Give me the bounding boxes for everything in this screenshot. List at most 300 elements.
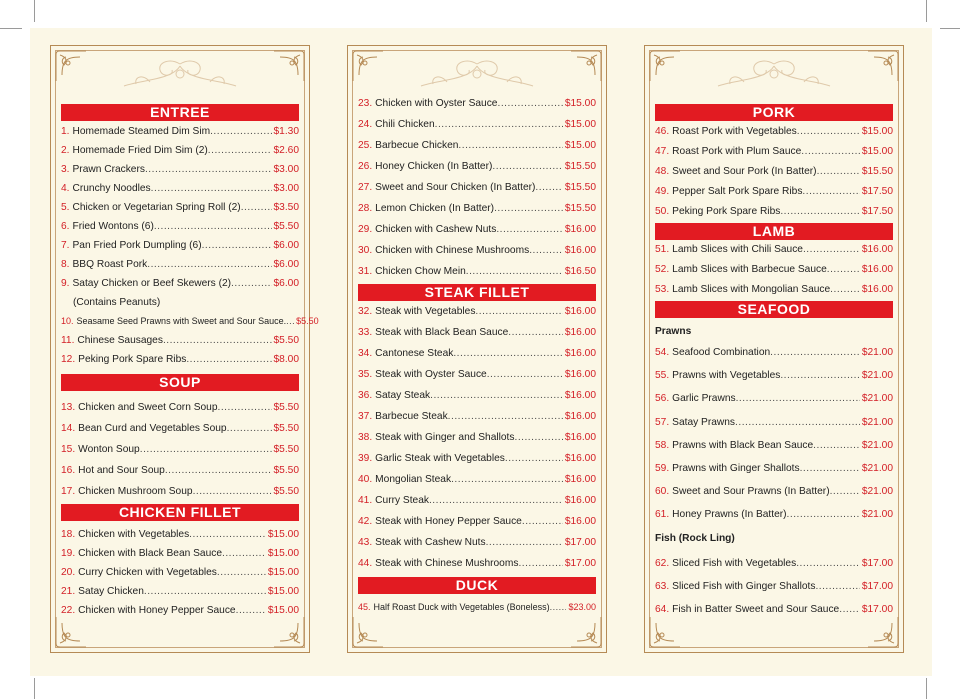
item-price: $6.00 bbox=[273, 259, 299, 270]
item-price: $17.50 bbox=[861, 186, 893, 197]
item-price: $16.00 bbox=[564, 390, 596, 401]
item-number: 56. bbox=[655, 393, 670, 405]
menu-item bbox=[358, 452, 596, 465]
dot-leader bbox=[813, 439, 860, 452]
item-price: $17.00 bbox=[861, 604, 893, 615]
item-price: $5.50 bbox=[273, 444, 299, 455]
menu-panel-3 bbox=[644, 45, 904, 653]
item-name: Crunchy Noodles bbox=[72, 183, 151, 194]
menu-item bbox=[655, 283, 893, 296]
item-name: Barbecue Steak bbox=[375, 411, 448, 422]
menu-item bbox=[61, 528, 299, 541]
item-price: $17.00 bbox=[861, 558, 893, 569]
menu-item bbox=[655, 145, 893, 158]
dot-leader bbox=[458, 139, 562, 152]
item-price: $15.00 bbox=[861, 126, 893, 137]
menu-item bbox=[655, 580, 893, 593]
dot-leader bbox=[154, 220, 272, 233]
item-number: 32. bbox=[358, 306, 373, 317]
dot-leader bbox=[830, 485, 860, 498]
menu-item bbox=[655, 485, 893, 498]
item-price: $15.00 bbox=[564, 140, 596, 151]
item-note: (Contains Peanuts) bbox=[73, 297, 161, 308]
item-number: 63. bbox=[655, 581, 670, 592]
item-number: 4. bbox=[61, 183, 70, 194]
corner-ornament bbox=[866, 49, 900, 83]
item-name: Pan Fried Pork Dumpling (6) bbox=[72, 240, 202, 251]
menu-item bbox=[655, 557, 893, 570]
item-number: 25. bbox=[358, 140, 373, 151]
item-price: $17.50 bbox=[861, 206, 893, 217]
item-price: $8.00 bbox=[273, 354, 299, 365]
item-number: 31. bbox=[358, 266, 373, 277]
floral-ornament bbox=[407, 56, 547, 96]
item-price: $16.00 bbox=[564, 306, 596, 317]
dot-leader bbox=[140, 443, 272, 456]
dot-leader bbox=[286, 315, 294, 328]
dot-leader bbox=[430, 389, 563, 402]
dot-leader bbox=[222, 547, 266, 560]
item-price: $16.00 bbox=[861, 264, 893, 275]
item-name: Chicken Chow Mein bbox=[375, 266, 466, 277]
corner-ornament bbox=[54, 49, 88, 83]
dot-leader bbox=[797, 125, 860, 138]
crop-mark bbox=[0, 28, 22, 29]
item-name: Steak with Ginger and Shallots bbox=[375, 432, 515, 443]
section-header: STEAK FILLET bbox=[358, 284, 596, 301]
item-name: Sweet and Sour Pork (In Batter) bbox=[672, 166, 817, 177]
item-name: Chinese Sausages bbox=[77, 335, 163, 346]
item-price: $16.00 bbox=[564, 224, 596, 235]
section-subheading: Prawns bbox=[655, 326, 692, 337]
dot-leader bbox=[236, 604, 266, 617]
dot-leader bbox=[217, 401, 271, 414]
corner-ornament bbox=[648, 615, 682, 649]
dot-leader bbox=[451, 473, 563, 486]
corner-ornament bbox=[569, 615, 603, 649]
dot-leader bbox=[448, 410, 563, 423]
menu-item bbox=[358, 557, 596, 570]
menu-item bbox=[61, 144, 299, 157]
item-number: 9. bbox=[61, 278, 70, 289]
menu-item bbox=[655, 165, 893, 178]
menu-item bbox=[655, 243, 893, 256]
item-number: 10. bbox=[61, 316, 74, 326]
item-number: 61. bbox=[655, 509, 670, 521]
item-name: Lemon Chicken (In Batter) bbox=[375, 203, 495, 214]
item-price: $6.00 bbox=[273, 278, 299, 289]
item-name: Lamb Slices with Mongolian Sauce bbox=[672, 284, 831, 295]
dot-leader bbox=[796, 557, 860, 570]
item-price: $15.00 bbox=[267, 529, 299, 540]
item-price: $21.00 bbox=[861, 509, 893, 521]
menu-item bbox=[61, 353, 299, 366]
item-name: Pepper Salt Pork Spare Ribs bbox=[672, 186, 803, 197]
menu-item bbox=[61, 220, 299, 233]
item-number: 22. bbox=[61, 605, 76, 616]
item-price: $16.00 bbox=[564, 369, 596, 380]
menu-item bbox=[358, 368, 596, 381]
item-name: Roast Pork with Vegetables bbox=[672, 126, 797, 137]
item-number: 5. bbox=[61, 202, 70, 213]
item-price: $16.00 bbox=[564, 327, 596, 338]
corner-ornament bbox=[351, 49, 385, 83]
item-number: 64. bbox=[655, 604, 670, 615]
menu-item bbox=[655, 462, 893, 475]
item-number: 3. bbox=[61, 164, 70, 175]
menu-item bbox=[655, 439, 893, 452]
menu-item bbox=[358, 389, 596, 402]
item-name: Roast Pork with Plum Sauce bbox=[672, 146, 802, 157]
item-name: Prawns with Vegetables bbox=[672, 370, 781, 382]
dot-leader bbox=[429, 494, 563, 507]
menu-item bbox=[358, 305, 596, 318]
menu-item bbox=[61, 566, 299, 579]
item-number: 24. bbox=[358, 119, 373, 130]
dot-leader bbox=[522, 515, 563, 528]
corner-ornament bbox=[569, 49, 603, 83]
dot-leader bbox=[535, 181, 562, 194]
menu-item bbox=[358, 431, 596, 444]
item-price: $5.50 bbox=[296, 316, 319, 326]
menu-item bbox=[61, 422, 299, 435]
dot-leader bbox=[151, 182, 272, 195]
dot-leader bbox=[518, 557, 562, 570]
section-header: PORK bbox=[655, 104, 893, 121]
crop-mark bbox=[940, 28, 960, 29]
dot-leader bbox=[492, 160, 562, 173]
item-price: $15.00 bbox=[564, 119, 596, 130]
item-name: Cantonese Steak bbox=[375, 348, 454, 359]
menu-item bbox=[655, 205, 893, 218]
item-name: Hot and Sour Soup bbox=[78, 465, 165, 476]
item-name: Chicken with Honey Pepper Sauce bbox=[78, 605, 236, 616]
item-number: 46. bbox=[655, 126, 670, 137]
item-price: $15.00 bbox=[267, 586, 299, 597]
item-price: $21.00 bbox=[861, 463, 893, 474]
item-price: $15.00 bbox=[267, 548, 299, 559]
dot-leader bbox=[163, 334, 272, 347]
section-header: ENTREE bbox=[61, 104, 299, 121]
dot-leader bbox=[800, 462, 860, 475]
item-number: 52. bbox=[655, 264, 670, 275]
item-number: 34. bbox=[358, 348, 373, 359]
dot-leader bbox=[529, 244, 563, 257]
crop-mark bbox=[926, 0, 927, 22]
item-name: Steak with Cashew Nuts bbox=[375, 537, 486, 548]
dot-leader bbox=[487, 368, 563, 381]
item-number: 62. bbox=[655, 558, 670, 569]
item-price: $5.50 bbox=[273, 335, 299, 346]
item-name: Bean Curd and Vegetables Soup bbox=[78, 423, 227, 434]
item-price: $21.00 bbox=[861, 393, 893, 405]
dot-leader bbox=[241, 201, 272, 214]
item-number: 36. bbox=[358, 390, 373, 401]
item-number: 48. bbox=[655, 166, 670, 177]
menu-item bbox=[358, 160, 596, 173]
menu-item bbox=[358, 244, 596, 257]
dot-leader bbox=[736, 392, 860, 405]
menu-item bbox=[655, 508, 893, 521]
item-name: Garlic Steak with Vegetables bbox=[375, 453, 505, 464]
dot-leader bbox=[147, 258, 271, 271]
corner-ornament bbox=[866, 615, 900, 649]
dot-leader bbox=[817, 165, 860, 178]
item-name: Lamb Slices with Chili Sauce bbox=[672, 244, 803, 255]
dot-leader bbox=[186, 353, 271, 366]
dot-leader bbox=[780, 369, 859, 382]
item-number: 15. bbox=[61, 444, 76, 455]
menu-item bbox=[61, 182, 299, 195]
menu-item bbox=[358, 97, 596, 110]
menu-item bbox=[61, 239, 299, 252]
menu-item bbox=[61, 485, 299, 498]
dot-leader bbox=[217, 566, 266, 579]
item-name: Sliced Fish with Vegetables bbox=[672, 558, 797, 569]
menu-item bbox=[358, 326, 596, 339]
item-price: $15.50 bbox=[564, 161, 596, 172]
item-price: $21.00 bbox=[861, 370, 893, 382]
menu-item bbox=[358, 139, 596, 152]
dot-leader bbox=[210, 125, 271, 138]
item-name: Chili Chicken bbox=[375, 119, 435, 130]
item-name: Curry Steak bbox=[375, 495, 429, 506]
menu-item bbox=[61, 125, 299, 138]
section-header: SEAFOOD bbox=[655, 301, 893, 318]
item-name: Curry Chicken with Vegetables bbox=[78, 567, 217, 578]
item-price: $23.00 bbox=[568, 602, 596, 612]
item-name: Peking Pork Spare Ribs bbox=[672, 206, 781, 217]
item-number: 17. bbox=[61, 486, 76, 497]
item-name: Prawns with Ginger Shallots bbox=[672, 463, 800, 474]
dot-leader bbox=[193, 485, 272, 498]
menu-item bbox=[61, 334, 299, 347]
item-price: $16.00 bbox=[564, 348, 596, 359]
menu-panel-2 bbox=[347, 45, 607, 653]
item-name: Homemade Steamed Dim Sim bbox=[72, 126, 211, 137]
corner-ornament bbox=[272, 615, 306, 649]
item-number: 6. bbox=[61, 221, 70, 232]
item-number: 53. bbox=[655, 284, 670, 295]
item-name: Seafood Combination bbox=[672, 347, 771, 358]
item-name: Chicken and Sweet Corn Soup bbox=[78, 402, 218, 413]
dot-leader bbox=[497, 97, 562, 110]
item-price: $3.00 bbox=[273, 183, 299, 194]
section-header: CHICKEN FILLET bbox=[61, 504, 299, 521]
item-name: BBQ Roast Pork bbox=[72, 259, 148, 270]
dot-leader bbox=[803, 243, 860, 256]
item-price: $15.00 bbox=[267, 567, 299, 578]
item-price: $16.00 bbox=[564, 474, 596, 485]
menu-item bbox=[358, 181, 596, 194]
floral-ornament bbox=[704, 56, 844, 96]
item-name: Steak with Vegetables bbox=[375, 306, 476, 317]
item-name: Sweet and Sour Chicken (In Batter) bbox=[375, 182, 536, 193]
item-number: 44. bbox=[358, 558, 373, 569]
corner-ornament bbox=[648, 49, 682, 83]
menu-item bbox=[358, 410, 596, 423]
menu-item bbox=[655, 263, 893, 276]
item-price: $5.50 bbox=[273, 423, 299, 434]
item-name: Chicken or Vegetarian Spring Roll (2) bbox=[72, 202, 241, 213]
dot-leader bbox=[508, 326, 563, 339]
menu-item bbox=[358, 494, 596, 507]
dot-leader bbox=[144, 585, 266, 598]
crop-mark bbox=[926, 678, 927, 699]
item-price: $5.50 bbox=[273, 402, 299, 413]
dot-leader bbox=[202, 239, 272, 252]
item-name: Honey Prawns (In Batter) bbox=[672, 509, 787, 521]
menu-item bbox=[61, 277, 299, 290]
item-price: $16.00 bbox=[564, 453, 596, 464]
item-price: $5.50 bbox=[273, 486, 299, 497]
item-name: Chicken with Black Bean Sauce bbox=[78, 548, 223, 559]
item-name: Peking Pork Spare Ribs bbox=[78, 354, 187, 365]
item-number: 55. bbox=[655, 370, 670, 382]
item-name: Satay Chicken or Beef Skewers (2) bbox=[72, 278, 232, 289]
item-price: $5.50 bbox=[273, 221, 299, 232]
dot-leader bbox=[827, 263, 860, 276]
item-name: Barbecue Chicken bbox=[375, 140, 459, 151]
item-number: 40. bbox=[358, 474, 373, 485]
item-number: 7. bbox=[61, 240, 70, 251]
item-name: Chicken with Cashew Nuts bbox=[375, 224, 497, 235]
item-name: Steak with Oyster Sauce bbox=[375, 369, 487, 380]
menu-item bbox=[61, 604, 299, 617]
menu-item bbox=[61, 201, 299, 214]
item-name: Satay Chicken bbox=[78, 586, 144, 597]
item-number: 37. bbox=[358, 411, 373, 422]
dot-leader bbox=[514, 431, 562, 444]
item-number: 41. bbox=[358, 495, 373, 506]
menu-item bbox=[61, 258, 299, 271]
section-subheading: Fish (Rock Ling) bbox=[655, 533, 735, 544]
item-number: 2. bbox=[61, 145, 70, 156]
item-number: 11. bbox=[61, 335, 75, 346]
item-number: 14. bbox=[61, 423, 76, 434]
item-number: 8. bbox=[61, 259, 70, 270]
dot-leader bbox=[801, 145, 860, 158]
menu-item bbox=[655, 346, 893, 359]
item-name: Prawn Crackers bbox=[72, 164, 145, 175]
item-number: 42. bbox=[358, 516, 373, 527]
item-price: $16.00 bbox=[564, 495, 596, 506]
menu-item bbox=[61, 585, 299, 598]
menu-item bbox=[61, 401, 299, 414]
item-name: Honey Chicken (In Batter) bbox=[375, 161, 493, 172]
section-header: DUCK bbox=[358, 577, 596, 594]
crop-mark bbox=[34, 678, 35, 699]
item-price: $16.00 bbox=[564, 516, 596, 527]
item-number: 23. bbox=[358, 98, 373, 109]
dot-leader bbox=[189, 528, 266, 541]
menu-item bbox=[358, 347, 596, 360]
dot-leader bbox=[505, 452, 563, 465]
menu-item bbox=[358, 265, 596, 278]
item-name: Chicken with Oyster Sauce bbox=[375, 98, 498, 109]
item-number: 26. bbox=[358, 161, 373, 172]
item-price: $16.00 bbox=[861, 284, 893, 295]
item-number: 19. bbox=[61, 548, 76, 559]
floral-ornament bbox=[110, 56, 250, 96]
item-name: Satay Prawns bbox=[672, 416, 736, 428]
dot-leader bbox=[435, 118, 563, 131]
item-price: $16.00 bbox=[564, 245, 596, 256]
dot-leader bbox=[839, 603, 860, 616]
item-name: Seasame Seed Prawns with Sweet and Sour Sauce. bbox=[76, 316, 287, 326]
section-header: SOUP bbox=[61, 374, 299, 391]
item-number: 27. bbox=[358, 182, 373, 193]
dot-leader bbox=[227, 422, 272, 435]
item-price: $15.50 bbox=[564, 203, 596, 214]
item-name: Chicken with Vegetables bbox=[78, 529, 190, 540]
item-number: 51. bbox=[655, 244, 670, 255]
menu-item bbox=[655, 185, 893, 198]
item-price: $15.50 bbox=[564, 182, 596, 193]
menu-item bbox=[61, 163, 299, 176]
crop-mark bbox=[34, 0, 35, 22]
dot-leader bbox=[830, 283, 860, 296]
item-price: $21.00 bbox=[861, 347, 893, 358]
item-price: $3.00 bbox=[273, 164, 299, 175]
dot-leader bbox=[475, 305, 562, 318]
dot-leader bbox=[770, 346, 860, 359]
item-number: 28. bbox=[358, 203, 373, 214]
item-number: 59. bbox=[655, 463, 670, 474]
item-price: $15.00 bbox=[267, 605, 299, 616]
item-price: $17.00 bbox=[564, 558, 596, 569]
dot-leader bbox=[735, 416, 860, 429]
item-name: Steak with Chinese Mushrooms bbox=[375, 558, 519, 569]
item-name: Lamb Slices with Barbecue Sauce bbox=[672, 264, 827, 275]
corner-ornament bbox=[351, 615, 385, 649]
dot-leader bbox=[550, 601, 567, 614]
item-price: $15.00 bbox=[564, 98, 596, 109]
dot-leader bbox=[453, 347, 562, 360]
menu-item bbox=[358, 536, 596, 549]
dot-leader bbox=[486, 536, 563, 549]
item-name: Prawns with Black Bean Sauce bbox=[672, 439, 814, 451]
item-number: 47. bbox=[655, 146, 670, 157]
menu-item bbox=[61, 547, 299, 560]
menu-item bbox=[358, 118, 596, 131]
item-price: $15.00 bbox=[861, 146, 893, 157]
menu-panel-1 bbox=[50, 45, 319, 653]
item-price: $1.30 bbox=[273, 126, 299, 137]
item-number: 54. bbox=[655, 347, 670, 358]
item-price: $16.00 bbox=[861, 244, 893, 255]
item-price: $17.00 bbox=[564, 537, 596, 548]
item-name: Satay Steak bbox=[375, 390, 431, 401]
item-number: 33. bbox=[358, 327, 373, 338]
menu-item bbox=[61, 315, 319, 328]
item-number: 50. bbox=[655, 206, 670, 217]
dot-leader bbox=[165, 464, 272, 477]
item-price: $21.00 bbox=[861, 486, 893, 498]
dot-leader bbox=[802, 185, 859, 198]
item-number: 16. bbox=[61, 465, 76, 476]
dot-leader bbox=[496, 223, 562, 236]
item-name: Steak with Honey Pepper Sauce bbox=[375, 516, 522, 527]
menu-item bbox=[655, 369, 893, 382]
menu-item bbox=[358, 223, 596, 236]
item-price: $2.60 bbox=[273, 145, 299, 156]
item-number: 39. bbox=[358, 453, 373, 464]
menu-item bbox=[655, 416, 893, 429]
menu-item bbox=[655, 392, 893, 405]
item-number: 30. bbox=[358, 245, 373, 256]
item-number: 20. bbox=[61, 567, 76, 578]
